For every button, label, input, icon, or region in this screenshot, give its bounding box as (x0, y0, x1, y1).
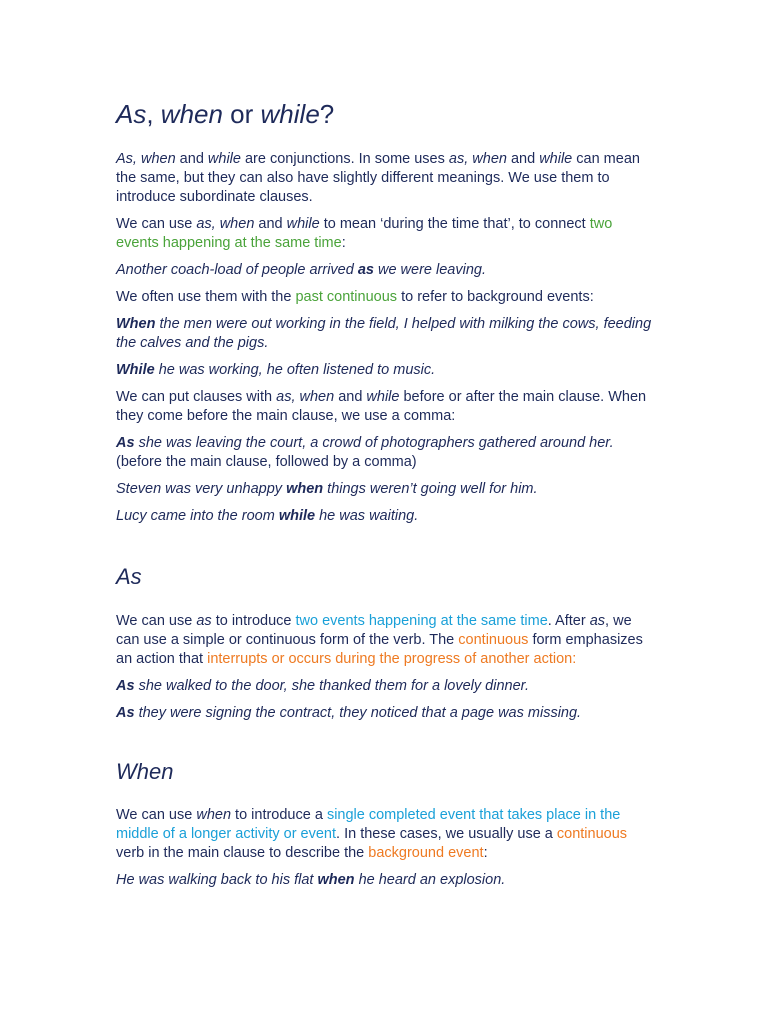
document-content (116, 96, 656, 898)
section-heading-as: As (116, 564, 142, 589)
section-heading-when: When (116, 759, 174, 784)
example-sentence: Lucy came into the room while he was waiting. (116, 508, 419, 524)
paragraph-as: We can use as to introduce two events happening at the same time. After as, we can use a simple or continuous form of the verb. The continuous form emphasizes an action that interrupts or occurs during the progress of another action: (116, 613, 643, 667)
intro-paragraph: As, when and while are conjunctions. In some uses as, when and while can mean the same, but they can also have slightly different meanings. We use them to introduce subordinate clauses. (116, 151, 640, 205)
example-sentence: While he was working, he often listened to music. (116, 362, 436, 378)
example-sentence: As she walked to the door, she thanked them for a lovely dinner. (116, 678, 529, 694)
example-sentence: He was walking back to his flat when he heard an explosion. (116, 872, 506, 888)
example-sentence: When the men were out working in the field, I helped with milking the cows, feeding the calves and the pigs. (116, 316, 652, 351)
paragraph-when: We can use when to introduce a single completed event that takes place in the middle of a longer activity or event. In these cases, we usually use a continuous verb in the main clause to describe the background event: (116, 807, 628, 861)
paragraph-past-continuous: We often use them with the past continuous to refer to background events: (116, 289, 594, 305)
example-sentence: As they were signing the contract, they noticed that a page was missing. (116, 705, 582, 721)
paragraph-during-time: We can use as, when and while to mean ‘during the time that’, to connect two events happening at the same time: (116, 216, 613, 251)
example-sentence: As she was leaving the court, a crowd of photographers gathered around her. (before the main clause, followed by a comma) (116, 435, 614, 470)
example-sentence: Steven was very unhappy when things weren’t going well for him. (116, 481, 538, 497)
page-title: As, when or while? (116, 99, 335, 129)
example-sentence: Another coach-load of people arrived as we were leaving. (116, 262, 486, 278)
paragraph-clause-order: We can put clauses with as, when and while before or after the main clause. When they come before the main clause, we use a comma: (116, 389, 647, 424)
